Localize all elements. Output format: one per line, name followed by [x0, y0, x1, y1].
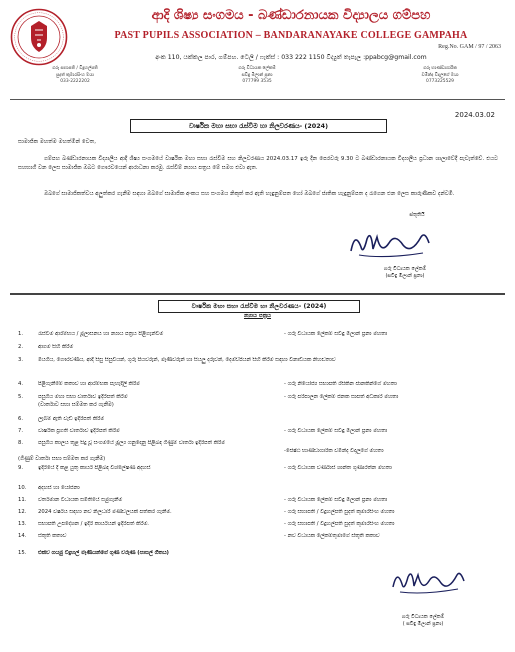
- contact-president: [20, 66, 130, 86]
- agenda-item-number: 4.: [18, 381, 24, 387]
- agenda-item: [0, 331, 515, 343]
- agenda-item: [0, 485, 515, 497]
- agenda-item-responsible: - ගරු සභාපති / විදුහල්පති සුදත් කුමාරසිංහ මහතා: [284, 509, 395, 515]
- agenda-item: [0, 381, 515, 393]
- agenda-subheading: න්‍යාය පත්‍රය: [243, 313, 272, 319]
- contact-name: වමින්ද විදාලගේ මයා: [421, 72, 459, 78]
- agenda-item: [0, 344, 515, 356]
- contact-role: ගරු සභාපති / විදුහල්පති: [52, 66, 98, 71]
- agenda-item-activity: වර්තමාන විධායක සමිතියේ සමුගැනීම: [38, 497, 123, 503]
- letterhead-contacts: [0, 66, 515, 96]
- signature-image: [345, 225, 435, 263]
- letterhead-divider: [10, 99, 505, 100]
- agenda-item-number: 8.: [18, 440, 24, 446]
- agenda-item: [0, 533, 515, 545]
- agenda-item: [0, 357, 515, 375]
- letter-salutation: සාමාජික මහත්ම මහත්මීන් වෙත,: [18, 139, 97, 145]
- signatory-title: ගරු විධායක ලේකම්: [401, 614, 445, 620]
- contact-treasurer: [385, 66, 495, 86]
- agenda-item-number: 11.: [18, 497, 27, 503]
- contact-phone: 0773225529: [426, 79, 454, 84]
- agenda-item-activity: අදහස් හා යෝජනා: [38, 485, 80, 491]
- agenda-item-number: 7.: [18, 428, 24, 434]
- letter-paragraph-1: ගම්පහ බණ්ඩාරනායක විද්‍යාලීය ආදි ශිෂ්‍ය සංගමයේ වාර්ෂික මහා සභා රැස්වීම සහ නිලවරණය 2024.03.17 ඉරු දින පෙරවරු 9.30 ට බණ්ඩාරනායක විද්‍යාලීය ප්‍රධාන ශාලාවේදී පැවැත්වේ. එයට සහභාගී වන ලෙස සාමාජික ඔබට ගෞරවයෙන් ආරාධනා කරමු. රැස්වීම් න්‍යාය පත්‍රය මේ සමග එවා ඇත.: [18, 156, 498, 171]
- contact-name: සුදත් කුමාරසිංහ මයා: [56, 72, 94, 78]
- letterhead-address: [76, 54, 506, 62]
- agenda-heading: වාර්ෂික මහා සභා රැස්වීම හා නිලවරණය- (2024): [158, 300, 360, 313]
- agenda-item: [0, 497, 515, 509]
- agenda-item-number: 9.: [18, 465, 24, 471]
- agenda-item-activity: 2024 වර්ෂය සඳහා නව නිලධාරී මණ්ඩලයක් පත්කර ගැනීම.: [38, 509, 172, 515]
- agenda-item-activity: ඉදිරියේ දී කළ යුතු කාර්ය පිළිබඳ විශ්ලේෂණ අදහස්: [38, 465, 151, 471]
- agenda-item: [0, 521, 515, 533]
- agenda-item-responsible: - ගරු විධායක ලේකම් සවිඳු මිලාන් ප්‍රනා මහතා: [284, 331, 388, 337]
- letter-signatory: [360, 266, 450, 280]
- agenda-signatory: [378, 614, 468, 628]
- letter-date: 2024.03.02: [454, 111, 495, 119]
- letter-thanks: [372, 212, 462, 219]
- agenda-item-activity: පසුගිය කාලය තුළ සිදු වූ සංගමයේ මූල්‍ය ගනුදෙනු පිළිබඳ ගිණුම් වාර්තා ඉදිරිපත් කිරීම: [38, 440, 225, 446]
- agenda-item-activity: මියගිය, ගෞරවණීය, ආදි සිසු සිසුවියන්, ගුරු පියවරුන්, මෑණිවරුන් හා සියලු දරුවන්, දෙමව්පියන් සිහි කිරීම සඳහා විනාඩියක නිහඬතාව: [38, 357, 336, 363]
- thanks-text: ස්තූතියි: [409, 212, 425, 218]
- contact-secretary: [202, 66, 312, 86]
- agenda-item-responsible: - නව විධායක ලේකම්තුමාගේ ස්තූති කතාව: [284, 533, 380, 539]
- signature-image: [388, 565, 468, 599]
- agenda-item-number: 12.: [18, 509, 27, 515]
- agenda-item-number: 2.: [18, 344, 24, 350]
- agenda-item-responsible: - ගරු විධායක ලේකම් සවිඳු මිලාන් ප්‍රනා මහතා: [284, 428, 388, 434]
- signatory-name: (සවිඳු මිලාන් ප්‍රනා): [385, 273, 425, 279]
- section-divider: [10, 293, 505, 295]
- contact-name: සවිඳු මිලාන් ප්‍රනා: [241, 72, 273, 78]
- college-crest-logo: [10, 8, 68, 66]
- registration-number: Reg.No. GAM / 97 / 2063: [438, 44, 501, 50]
- agenda-item-number: 1.: [18, 331, 24, 337]
- agenda-item: [0, 440, 515, 462]
- agenda-item: [0, 416, 515, 428]
- agenda-item-responsible: - ගරු නියෝජ්‍ය සභාපති රසිකින ජානකින්ගේ මහතා: [284, 381, 397, 387]
- agenda-item: [0, 509, 515, 521]
- agenda-item-responsible: - ගරු විධායක ලේකම් සවිඳු මිලාන් ප්‍රනා මහතා: [284, 497, 388, 503]
- agenda-item: [0, 465, 515, 477]
- agenda-item-activity: වාර්ෂික ප්‍රගති වාර්තාව ඉදිරිපත් කිරීම: [38, 428, 120, 434]
- agenda-item-activity: ආගම සිහි කිරීම: [38, 344, 74, 350]
- agenda-item-activity: රැස්වීම ආරම්භය / මූලාසනය හා න්‍යාය පත්‍රය පිළිගැන්වීම: [38, 331, 164, 337]
- agenda-item-number: 14.: [18, 533, 27, 539]
- agenda-item-responsible: - ගරු සභාපති / විදුහල්පති සුදත් කුමාරසිංහ මහතා: [284, 521, 395, 527]
- agenda-item-number: 6.: [18, 416, 24, 422]
- letter-paragraph-2: ඔබගේ සාමාජිකත්වය අලුත්කර ගැනීම සඳහා ඔබගේ සාමාජික අංකය සහ සංගමය නිකුත් කර ඇති හැඳුනුම්පත හෝ ඔබගේ ජාතික හැඳුනුම්පත ද රැගෙන එන ලෙස කාරුණිකව දන්වමි.: [44, 191, 455, 197]
- agenda-item-responsible: -ජෙෂ්ඨ භාණ්ඩාගාරික වමින්ද විදාලගේ මහතා: [284, 448, 384, 454]
- agenda-item-number: 13.: [18, 521, 27, 527]
- agenda-item-note: (ගිණුම් වාර්තා සභා සම්මත කර ගැනීම): [18, 456, 106, 462]
- agenda-item-activity: පිළිගැනීමේ කතාව හා ආරම්භක පැහැදිලි කිරීම: [38, 381, 140, 387]
- agenda-item-activity: සභාපති උපදේශන / ඉදිරි කාර්යයන් ඉදිරිපත් කිරීම.: [38, 521, 149, 527]
- agenda-item-number: 10.: [18, 485, 27, 491]
- agenda-item: [0, 550, 515, 562]
- contact-phone: 077799 3535: [242, 79, 272, 84]
- letter-heading: වාර්ෂික මහා සභා රැස්වීම හා නිලවරණය- (2024): [130, 119, 387, 133]
- agenda-item-number: 5.: [18, 394, 24, 400]
- agenda-item: [0, 428, 515, 440]
- agenda-item-note: (වාර්තාව සභා සම්මත කර ගැනීම): [38, 402, 114, 408]
- agenda-item-responsible: - ගරු විධායක වර්ණාස් ශාන්ත ගුණාරත්න මහතා: [284, 465, 392, 471]
- signatory-name: ( සවිඳු මිලාන් ප්‍රනා): [402, 621, 444, 627]
- agenda-item-responsible: - ගරු පරිපාලන ලේකම් ජනක සාපත් අධිකාරි මහතා: [284, 394, 399, 400]
- letterhead-title-sinhala: ආදි ශිෂ්‍ය සංගමය - බණ්ඩාරනායක විද්‍යාලය ගම්පහ: [151, 8, 431, 23]
- agenda-item-activity: පසුගිය මහා සභා වාර්තාව ඉදිරිපත් කිරීම: [38, 394, 128, 400]
- contact-role: ගරු භාණ්ඩාගාරික: [423, 66, 457, 71]
- contact-role: ගරු විධායක ලේකම්: [238, 66, 276, 71]
- agenda-item-number: 15.: [18, 550, 27, 556]
- agenda-item: [0, 394, 515, 412]
- address-text: අංක 110, යක්කල පාර, ගම්පහ. ටෙලි / ෆැක්ස් : 033 222 1150 විද්‍යුත් තැපැල :ppabcg@gmail.com: [155, 54, 427, 61]
- letterhead-title-english: PAST PUPILS ASSOCIATION – BANDARANAYAKE COLLEGE GAMPAHA: [114, 30, 468, 41]
- contact-phone: 033-2222202: [60, 79, 90, 84]
- agenda-item-activity: එක්ව ගයමු විදුහල් මෑණියන්ගේ ගුණ වරුණ (පාසල් ගීතය): [38, 550, 169, 556]
- agenda-item-activity: ස්තූති කතාව: [38, 533, 67, 539]
- signatory-title: ගරු විධායක ලේකම්: [383, 266, 427, 272]
- agenda-item-number: 3.: [18, 357, 24, 363]
- agenda-item-activity: ලැබීම් ඇති වැඩි ඉදිරිපත් කිරීම: [38, 416, 105, 422]
